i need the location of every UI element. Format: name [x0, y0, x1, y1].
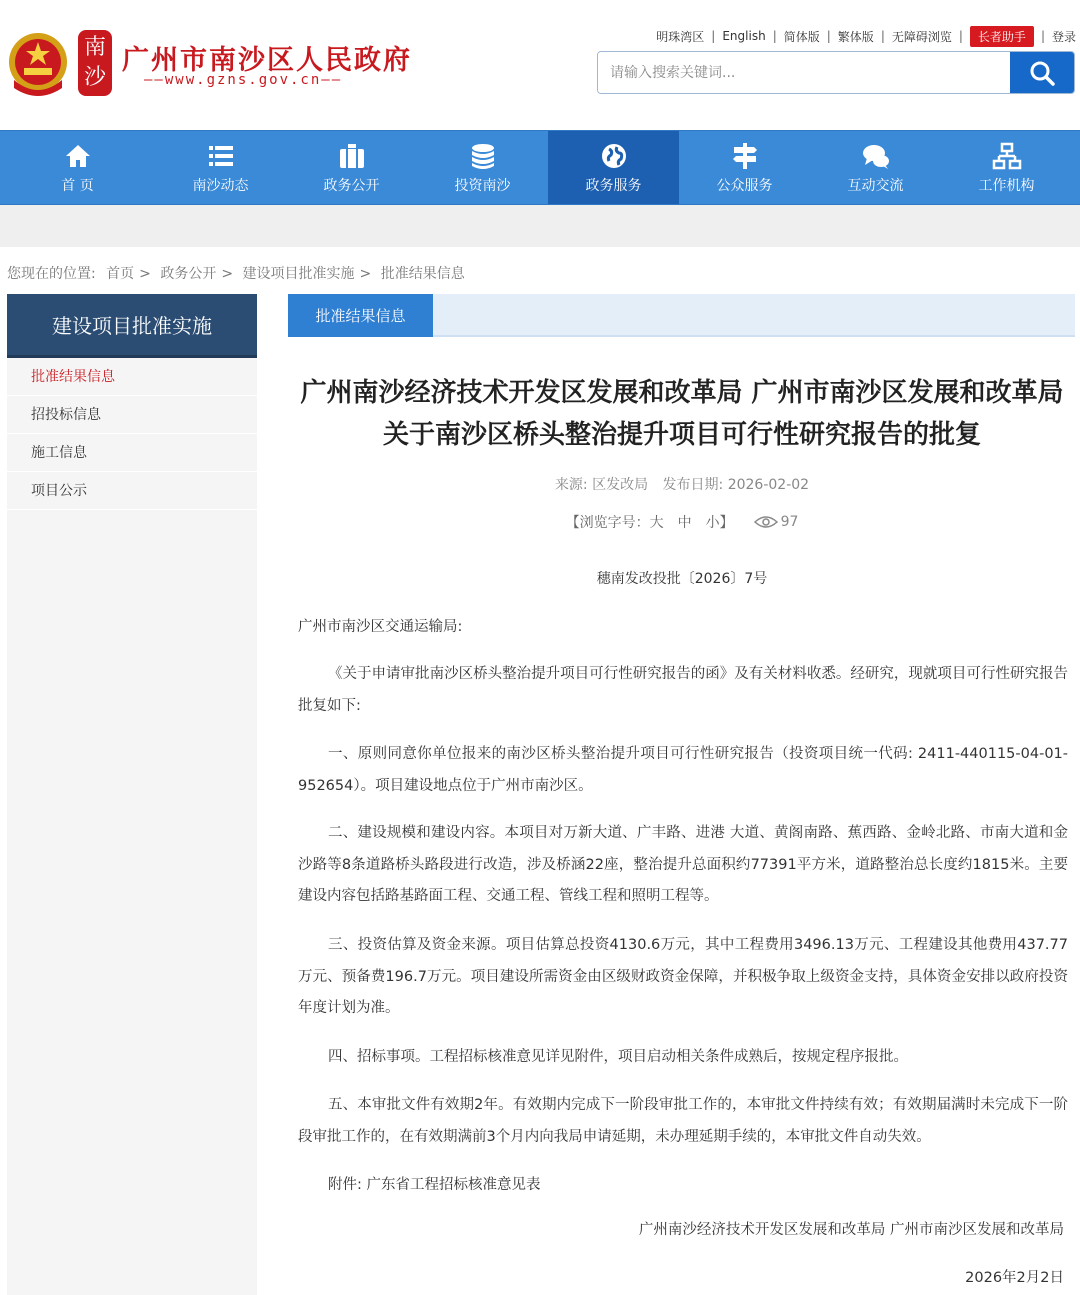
- paragraph-5: 五、本审批文件有效期2年。有效期内完成下一阶段审批工作的，本审批文件持续有效；有效期届满时未完成下一阶段审批工作的，在有效期满前3个月内向我局申请延期，未办理延期手续的，本审批文件自动失效。: [298, 1097, 1068, 1145]
- link-traditional[interactable]: 繁体版: [837, 29, 874, 44]
- document-number: 穗南发改投批〔2026〕7号: [596, 571, 768, 587]
- sidebar: [7, 294, 257, 1295]
- login-link[interactable]: 登录: [1051, 29, 1076, 44]
- nav-label: 首 页: [61, 177, 94, 194]
- elder-assistant-button[interactable]: 长者助手: [970, 26, 1034, 47]
- site-url: ——www.gzns.gov.cn——: [144, 72, 343, 88]
- paragraph-4: 四、招标事项。工程招标核准意见详见附件，项目启动相关条件成熟后，按规定程序报批。: [328, 1049, 908, 1065]
- search-input[interactable]: [598, 52, 1010, 93]
- nav-gov-service[interactable]: [548, 131, 679, 204]
- salutation: 广州市南沙区交通运输局:: [298, 619, 463, 635]
- nav-gov-affairs[interactable]: [286, 131, 417, 204]
- sidebar-item-approval-results[interactable]: 批准结果信息: [7, 358, 257, 396]
- paragraph-2: 二、建设规模和建设内容。本项目对万新大道、广丰路、进港 大道、黄阁南路、蕉西路、金岭北路、市南大道和金沙路等8条道路桥头路段进行改造，涉及桥涵22座，整治提升总面积约77391平方米，道路整治总长度约1815米。主要建设内容包括路基路面工程、交通工程、管线工程和照明工程等。: [298, 825, 1068, 904]
- article-meta: [292, 474, 1072, 494]
- attachment[interactable]: 附件: 广东省工程招标核准意见表: [328, 1177, 541, 1193]
- list-icon: [206, 141, 236, 171]
- national-emblem-icon: [6, 30, 70, 98]
- tab-approval-results[interactable]: 批准结果信息: [288, 294, 433, 337]
- link-english[interactable]: English: [722, 29, 766, 43]
- paragraph-3: 三、投资估算及资金来源。项目估算总投资4130.6万元，其中工程费用3496.13万元、工程建设其他费用437.77万元、预备费196.7万元。项目建设所需资金由区级财政资金保障，并积极争取上级资金支持，具体资金安排以政府投资年度计划为准。: [298, 937, 1068, 1016]
- link-simplified[interactable]: 简体版: [783, 29, 820, 44]
- paragraph-1: 一、原则同意你单位报来的南沙区桥头整治提升项目可行性研究报告（投资项目统一代码: 2411-440115-04-01-952654）。项目建设地点位于广州市南沙区。: [298, 746, 1068, 794]
- link-mingzhuwan[interactable]: 明珠湾区: [656, 29, 705, 44]
- search-bar: [597, 51, 1075, 94]
- breadcrumb-prefix: 您现在的位置:: [7, 266, 96, 282]
- paragraph-intro: 《关于申请审批南沙区桥头整治提升项目可行性研究报告的函》及有关材料收悉。经研究，现就项目可行性研究报告批复如下:: [298, 666, 1068, 714]
- nav-news[interactable]: [155, 131, 286, 204]
- chat-icon: [861, 141, 891, 171]
- sidebar-item-publicity[interactable]: 项目公示: [7, 472, 257, 510]
- nav-invest[interactable]: [417, 131, 548, 204]
- nav-label: 投资南沙: [454, 177, 511, 194]
- sign-date: 2026年2月2日: [965, 1270, 1064, 1286]
- top-links: 明珠湾区 | English | 简体版 | 繁体版 | 无障碍浏览 | 长者助手 | 登录: [656, 26, 1076, 46]
- site-header: [0, 0, 1080, 130]
- breadcrumb: 您现在的位置: 首页 > 政务公开 > 建设项目批准实施 > 批准结果信息: [7, 266, 465, 282]
- view-count: [754, 514, 799, 530]
- sidebar-item-construction[interactable]: 施工信息: [7, 434, 257, 472]
- eye-icon: [754, 515, 778, 529]
- sidebar-title: 建设项目批准实施: [7, 294, 257, 358]
- nav-agencies[interactable]: [941, 131, 1072, 204]
- view-count-value: 97: [780, 514, 799, 530]
- signpost-icon: [730, 141, 760, 171]
- site-title[interactable]: 广州市南沙区人民政府: [122, 45, 412, 76]
- globe-icon: [599, 141, 629, 171]
- nav-label: 政务公开: [323, 177, 380, 194]
- signature: 广州南沙经济技术开发区发展和改革局 广州市南沙区发展和改革局: [638, 1222, 1064, 1238]
- briefcase-icon: [337, 141, 367, 171]
- article-source: 来源: 区发改局: [554, 477, 649, 493]
- nav-label: 南沙动态: [192, 177, 249, 194]
- coins-icon: [468, 141, 498, 171]
- breadcrumb-home[interactable]: 首页: [106, 266, 135, 282]
- main-nav: [0, 130, 1080, 205]
- search-button[interactable]: [1010, 52, 1074, 93]
- nav-interaction[interactable]: [810, 131, 941, 204]
- breadcrumb-project-approval[interactable]: 建设项目批准实施: [242, 266, 355, 282]
- article-date: 发布日期: 2026-02-02: [662, 477, 810, 493]
- banner-strip: [0, 205, 1080, 247]
- nav-public-service[interactable]: [679, 131, 810, 204]
- article-title: 广州南沙经济技术开发区发展和改革局 广州市南沙区发展和改革局关于南沙区桥头整治提升项目可行性研究报告的批复: [300, 378, 1064, 450]
- font-size-selector[interactable]: 【浏览字号：大 中 小】: [565, 515, 734, 531]
- sidebar-item-bidding[interactable]: 招投标信息: [7, 396, 257, 434]
- nav-label: 互动交流: [847, 177, 904, 194]
- link-accessibility[interactable]: 无障碍浏览: [891, 29, 952, 44]
- breadcrumb-gov-affairs[interactable]: 政务公开: [160, 266, 217, 282]
- org-chart-icon: [992, 141, 1022, 171]
- nansha-seal: 南沙: [78, 30, 112, 96]
- nav-label: 政务服务: [585, 177, 642, 194]
- nav-label: 公众服务: [716, 177, 773, 194]
- breadcrumb-current[interactable]: 批准结果信息: [380, 266, 465, 282]
- nav-label: 工作机构: [978, 177, 1035, 194]
- article-tools: [292, 512, 1072, 532]
- content-tab-bar: [288, 294, 1075, 337]
- search-icon: [1028, 59, 1056, 87]
- home-icon: [63, 141, 93, 171]
- nav-home[interactable]: [0, 131, 155, 204]
